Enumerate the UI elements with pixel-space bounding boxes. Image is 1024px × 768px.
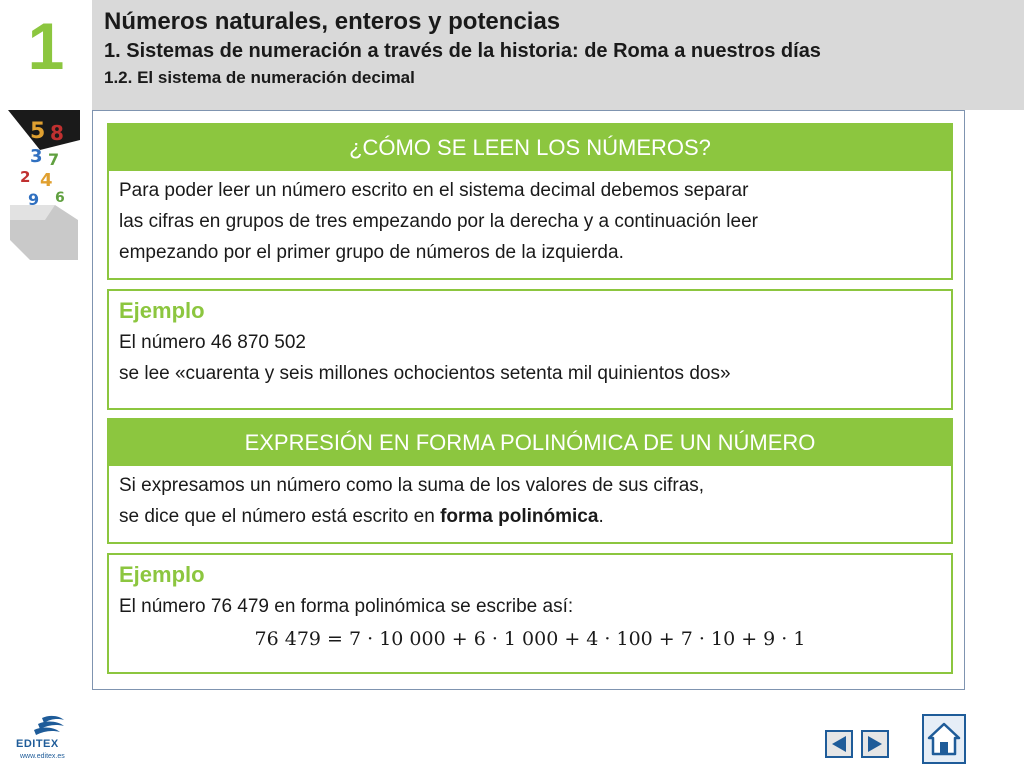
chapter-block (0, 0, 92, 110)
polynomial-term: forma polinómica (440, 506, 599, 527)
home-icon (927, 721, 961, 757)
header-titles (104, 6, 1019, 90)
polynomial-box-heading: EXPRESIÓN EN FORMA POLINÓMICA DE UN NÚMERO (109, 420, 951, 466)
editex-logo-text: EDITEX (16, 738, 59, 750)
svg-text:9: 9 (28, 190, 40, 209)
polynomial-line-2-prefix: se dice que el número está escrito en (119, 506, 441, 527)
example-1-title: Ejemplo (119, 298, 205, 323)
example-1-body (109, 291, 951, 397)
reading-box-heading: ¿CÓMO SE LEEN LOS NÚMEROS? (109, 125, 951, 171)
svg-text:3: 3 (30, 146, 43, 167)
example-2-line-1: El número 76 479 en forma polinómica se escribe así: (119, 596, 574, 617)
svg-text:6: 6 (55, 190, 65, 206)
page-title: Números naturales, enteros y potencias (104, 8, 561, 35)
content-frame (92, 110, 965, 690)
section-title: 1.2. El sistema de numeración decimal (104, 68, 415, 87)
example-1-line-1: El número 46 870 502 (119, 332, 306, 353)
triangle-right-icon (865, 734, 885, 754)
reading-line-1: Para poder leer un número escrito en el sistema decimal debemos separar (119, 180, 749, 201)
polynomial-line-2-suffix: . (598, 506, 604, 527)
polynomial-line-2 (119, 501, 941, 532)
svg-text:2: 2 (20, 168, 31, 186)
example-box-1 (107, 289, 953, 410)
svg-text:7: 7 (48, 150, 60, 169)
svg-text:4: 4 (40, 170, 53, 191)
editex-logo-url: www.editex.es (20, 753, 65, 760)
previous-button[interactable] (825, 730, 853, 758)
numbers-illustration (0, 110, 80, 265)
chapter-number: 1 (27, 9, 65, 83)
reading-box (107, 123, 953, 280)
triangle-left-icon (829, 734, 849, 754)
example-1-line-2: se lee «cuarenta y seis millones ochocientos setenta mil quinientos dos» (119, 363, 731, 384)
reading-line-3: empezando por el primer grupo de números de la izquierda. (119, 242, 624, 263)
polynomial-line-1: Si expresamos un número como la suma de los valores de sus cifras, (119, 475, 705, 496)
reading-box-body (109, 171, 951, 276)
example-2-body (109, 555, 951, 664)
svg-text:8: 8 (50, 121, 64, 145)
polynomial-box (107, 418, 953, 544)
polynomial-formula: 76 479 = 7 · 10 000 + 6 · 1 000 + 4 · 100 + 7 · 10 + 9 · 1 (254, 628, 806, 650)
page-subtitle: 1. Sistemas de numeración a través de la historia: de Roma a nuestros días (104, 40, 821, 62)
home-button[interactable] (922, 714, 966, 764)
reading-line-2: las cifras en grupos de tres empezando por la derecha y a continuación leer (119, 211, 758, 232)
next-button[interactable] (861, 730, 889, 758)
example-box-2 (107, 553, 953, 674)
example-2-title: Ejemplo (119, 562, 205, 587)
polynomial-box-body (109, 466, 951, 540)
svg-text:5: 5 (30, 119, 46, 144)
